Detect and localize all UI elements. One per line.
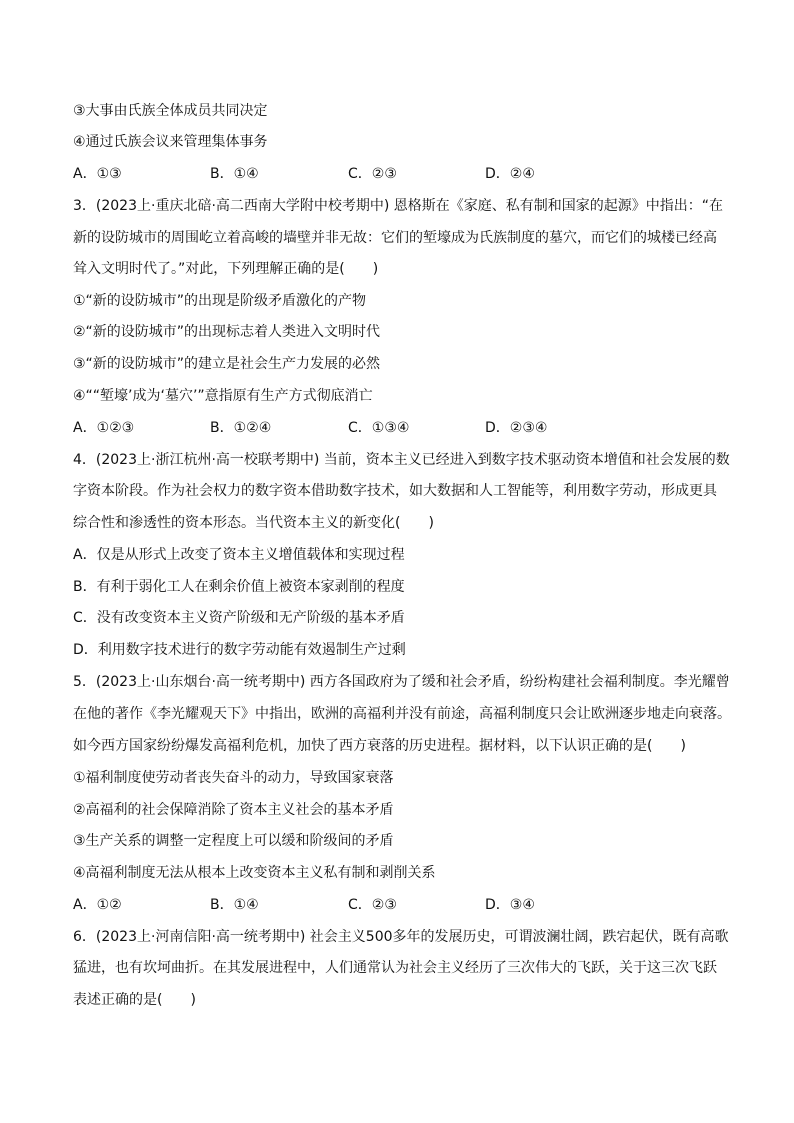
q5-item-1: ①福利制度使劳动者丧失奋斗的动力，导致国家衰落 [73, 770, 394, 786]
q2-option-a[interactable]: A．①③ [73, 166, 122, 182]
q5-item-4: ④高福利制度无法从根本上改变资本主义私有制和剥削关系 [73, 865, 436, 881]
q5-option-c[interactable]: C．②③ [348, 897, 397, 913]
q4-choice-c[interactable]: C．没有改变资本主义资产阶级和无产阶级的基本矛盾 [73, 610, 405, 626]
q5-option-a[interactable]: A．①② [73, 897, 122, 913]
q4-choice-a[interactable]: A．仅是从形式上改变了资本主义增值载体和实现过程 [73, 547, 405, 563]
q3-stem-line-2: 新的设防城市的周围屹立着高峻的墙壁并非无故：它们的堑壕成为氏族制度的墓穴，而它们的城楼已经高 [73, 230, 717, 246]
q6-stem-line-2: 猛进，也有坎坷曲折。在其发展进程中，人们通常认为社会主义经历了三次伟大的飞跃，关于这三次飞跃 [73, 960, 717, 976]
q3-option-b[interactable]: B．①②④ [210, 420, 272, 436]
q2-option-d[interactable]: D．②④ [485, 166, 535, 182]
q3-option-a[interactable]: A．①②③ [73, 420, 135, 436]
q5-stem-line-3: 如今西方国家纷纷爆发高福利危机，加快了西方衰落的历史进程。据材料，以下认识正确的是( ) [73, 738, 686, 754]
q3-item-2: ②“新的设防城市”的出现标志着人类进入文明时代 [73, 324, 381, 340]
q4-choice-b[interactable]: B．有利于弱化工人在剩余价值上被资本家剥削的程度 [73, 579, 405, 595]
q2-item-3: ③大事由氏族全体成员共同决定 [73, 103, 268, 119]
q4-stem-line-1: 4．(2023上·浙江杭州·高一校联考期中) 当前，资本主义已经进入到数字技术驱动资本增值和社会发展的数 [73, 452, 730, 468]
q2-option-b[interactable]: B．①④ [210, 166, 259, 182]
q6-stem-line-1: 6．(2023上·河南信阳·高一统考期中) 社会主义500多年的发展历史，可谓波澜壮阔，跌宕起伏，既有高歌 [73, 929, 729, 945]
q6-stem-line-3: 表述正确的是( ) [73, 992, 196, 1008]
q2-option-c[interactable]: C．②③ [348, 166, 397, 182]
q3-stem-line-1: 3．(2023上·重庆北碚·高二西南大学附中校考期中) 恩格斯在《家庭、私有制和国家的起源》中指出：“在 [73, 198, 724, 214]
q3-item-3: ③“新的设防城市”的建立是社会生产力发展的必然 [73, 356, 381, 372]
q3-stem-line-3: 耸入文明时代了。”对此，下列理解正确的是( ) [73, 261, 379, 277]
q5-stem-line-2: 在他的著作《李光耀观天下》中指出，欧洲的高福利并没有前途，高福利制度只会让欧洲逐步地走向衰落。 [73, 706, 731, 722]
q3-item-4: ④““堑壕’成为‘墓穴’”意指原有生产方式彻底消亡 [73, 388, 373, 404]
q2-item-4: ④通过氏族会议来管理集体事务 [73, 134, 268, 150]
q5-stem-line-1: 5．(2023上·山东烟台·高一统考期中) 西方各国政府为了缓和社会矛盾，纷纷构建社会福利制度。李光耀曾 [73, 674, 730, 690]
q3-option-c[interactable]: C．①③④ [348, 420, 410, 436]
q4-stem-line-3: 综合性和渗透性的资本形态。当代资本主义的新变化( ) [73, 515, 434, 531]
q5-option-b[interactable]: B．①④ [210, 897, 259, 913]
q4-choice-d[interactable]: D．利用数字技术进行的数字劳动能有效遏制生产过剩 [73, 642, 406, 658]
q3-item-1: ①“新的设防城市”的出现是阶级矛盾激化的产物 [73, 293, 367, 309]
q5-option-d[interactable]: D．③④ [485, 897, 535, 913]
q3-option-d[interactable]: D．②③④ [485, 420, 548, 436]
q5-item-2: ②高福利的社会保障消除了资本主义社会的基本矛盾 [73, 802, 394, 818]
q5-item-3: ③生产关系的调整一定程度上可以缓和阶级间的矛盾 [73, 833, 394, 849]
q4-stem-line-2: 字资本阶段。作为社会权力的数字资本借助数字技术，如大数据和人工智能等，利用数字劳动，形成更具 [73, 483, 717, 499]
